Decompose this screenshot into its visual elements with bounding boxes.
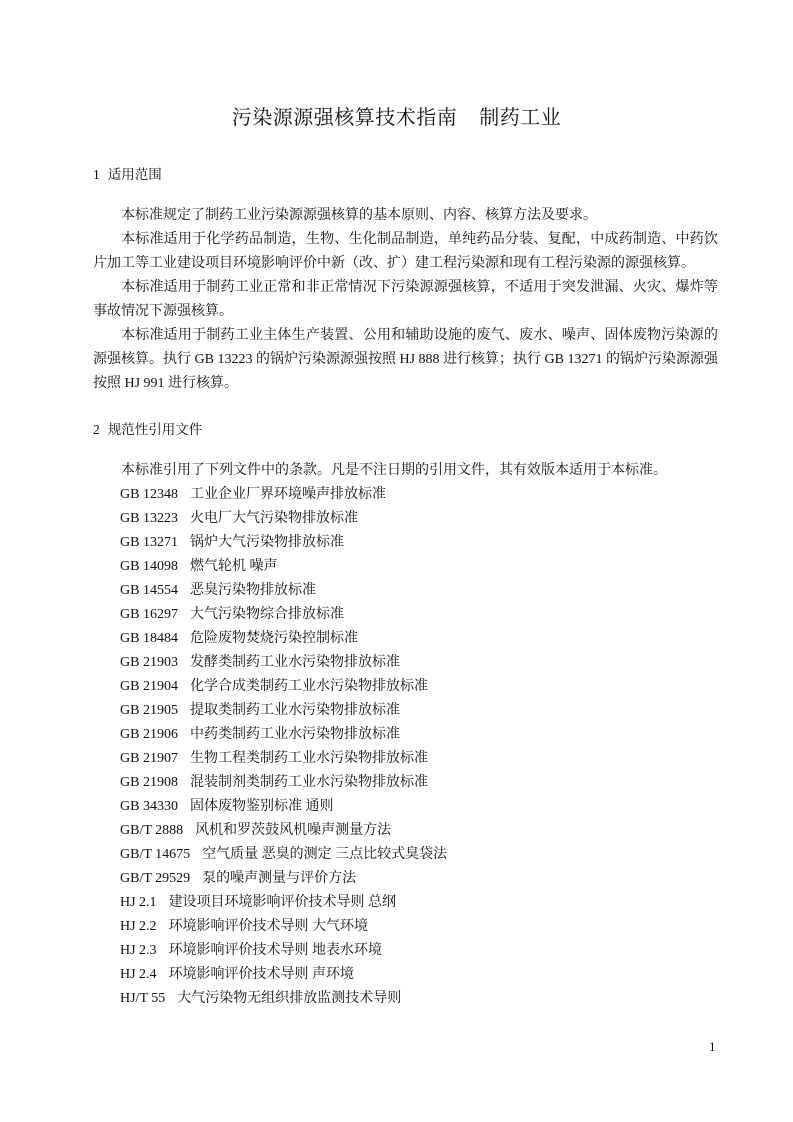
reference-title: 建设项目环境影响评价技术导则 总纲 (168, 895, 397, 910)
reference-code: HJ 2.3 (120, 943, 157, 958)
reference-code: GB 18484 (120, 631, 178, 646)
title-sub: 制药工业 (479, 105, 562, 129)
paragraph: 本标准适用于制药工业主体生产装置、公用和辅助设施的废气、废水、噪声、固体废物污染源的源强核算。执行 GB 13223 的锅炉污染源源强按照 HJ 888 进行核算；执行 GB 13271 的锅炉污染源源强按照 HJ 991 进行核算。 (93, 328, 718, 391)
section-number: 1 (93, 167, 100, 182)
reference-item (120, 483, 447, 507)
reference-code: GB 13271 (120, 535, 178, 550)
reference-code: HJ 2.2 (120, 919, 157, 934)
section-1-body (93, 204, 718, 396)
reference-code: GB 21905 (120, 703, 178, 718)
reference-item (120, 699, 447, 723)
reference-title: 发酵类制药工业水污染物排放标准 (189, 655, 400, 670)
reference-code: GB/T 2888 (120, 823, 184, 838)
paragraph: 本标准适用于化学药品制造，生物、生化制品制造，单纯药品分装、复配，中成药制造、中药饮片加工等工业建设项目环境影响评价中新（改、扩）建工程污染源和现有工程污染源的源强核算。 (93, 232, 718, 271)
section-title: 适用范围 (107, 167, 162, 183)
reference-code: GB/T 14675 (120, 847, 191, 862)
reference-code: GB 16297 (120, 607, 178, 622)
reference-title: 恶臭污染物排放标准 (189, 583, 316, 598)
reference-title: 锅炉大气污染物排放标准 (189, 535, 344, 550)
reference-code: HJ 2.1 (120, 895, 157, 910)
section-1-heading (93, 163, 162, 183)
reference-title: 中药类制药工业水污染物排放标准 (189, 727, 400, 742)
reference-title: 提取类制药工业水污染物排放标准 (189, 703, 400, 718)
reference-title: 环境影响评价技术导则 地表水环境 (168, 943, 383, 958)
reference-code: GB 14554 (120, 583, 178, 598)
reference-title: 生物工程类制药工业水污染物排放标准 (189, 751, 428, 766)
reference-title: 化学合成类制药工业水污染物排放标准 (189, 679, 428, 694)
reference-item (120, 795, 447, 819)
reference-code: GB 34330 (120, 799, 178, 814)
section-2-heading (93, 418, 202, 438)
reference-code: GB/T 29529 (120, 871, 191, 886)
reference-item (120, 819, 447, 843)
reference-code: GB 21907 (120, 751, 178, 766)
reference-item (120, 843, 447, 867)
reference-title: 大气污染物综合排放标准 (189, 607, 344, 622)
reference-item (120, 675, 447, 699)
reference-code: GB 12348 (120, 487, 178, 502)
paragraph: 本标准规定了制药工业污染源源强核算的基本原则、内容、核算方法及要求。 (121, 208, 597, 223)
reference-item (120, 963, 447, 987)
reference-item (120, 579, 447, 603)
reference-item (120, 627, 447, 651)
reference-code: HJ/T 55 (120, 991, 166, 1006)
reference-code: HJ 2.4 (120, 967, 157, 982)
paragraph: 本标准引用了下列文件中的条款。凡是不注日期的引用文件，其有效版本适用于本标准。 (121, 463, 667, 478)
reference-title: 环境影响评价技术导则 声环境 (168, 967, 355, 982)
reference-item (120, 867, 447, 891)
reference-title: 泵的噪声测量与评价方法 (202, 871, 357, 886)
reference-item (120, 603, 447, 627)
reference-code: GB 21906 (120, 727, 178, 742)
reference-item (120, 771, 447, 795)
reference-item (120, 555, 447, 579)
paragraph: 本标准适用于制药工业正常和非正常情况下污染源源强核算，不适用于突发泄漏、火灾、爆炸等事故情况下源强核算。 (93, 280, 718, 319)
reference-title: 工业企业厂界环境噪声排放标准 (189, 487, 386, 502)
reference-item (120, 891, 447, 915)
reference-item (120, 915, 447, 939)
section-title: 规范性引用文件 (107, 422, 203, 438)
reference-item (120, 507, 447, 531)
reference-list (120, 483, 447, 1011)
reference-item (120, 723, 447, 747)
reference-item (120, 939, 447, 963)
reference-item (120, 531, 447, 555)
reference-code: GB 21903 (120, 655, 178, 670)
reference-title: 风机和罗茨鼓风机噪声测量方法 (195, 823, 392, 838)
section-2-body (93, 459, 718, 483)
reference-title: 混装制剂类制药工业水污染物排放标准 (189, 775, 428, 790)
reference-code: GB 21904 (120, 679, 178, 694)
reference-title: 火电厂大气污染物排放标准 (189, 511, 358, 526)
title-main: 污染源源强核算技术指南 (231, 105, 458, 129)
reference-code: GB 21908 (120, 775, 178, 790)
reference-title: 空气质量 恶臭的测定 三点比较式臭袋法 (202, 847, 448, 862)
section-number: 2 (93, 422, 100, 437)
reference-title: 环境影响评价技术导则 大气环境 (168, 919, 369, 934)
reference-item (120, 747, 447, 771)
reference-title: 燃气轮机 噪声 (189, 559, 278, 574)
reference-code: GB 13223 (120, 511, 178, 526)
page-number: 1 (709, 1039, 716, 1054)
page-title (0, 101, 793, 130)
reference-item (120, 987, 447, 1011)
reference-title: 危险废物焚烧污染控制标准 (189, 631, 358, 646)
reference-item (120, 651, 447, 675)
reference-code: GB 14098 (120, 559, 178, 574)
reference-title: 大气污染物无组织排放监测技术导则 (177, 991, 402, 1006)
reference-title: 固体废物鉴别标准 通则 (189, 799, 334, 814)
